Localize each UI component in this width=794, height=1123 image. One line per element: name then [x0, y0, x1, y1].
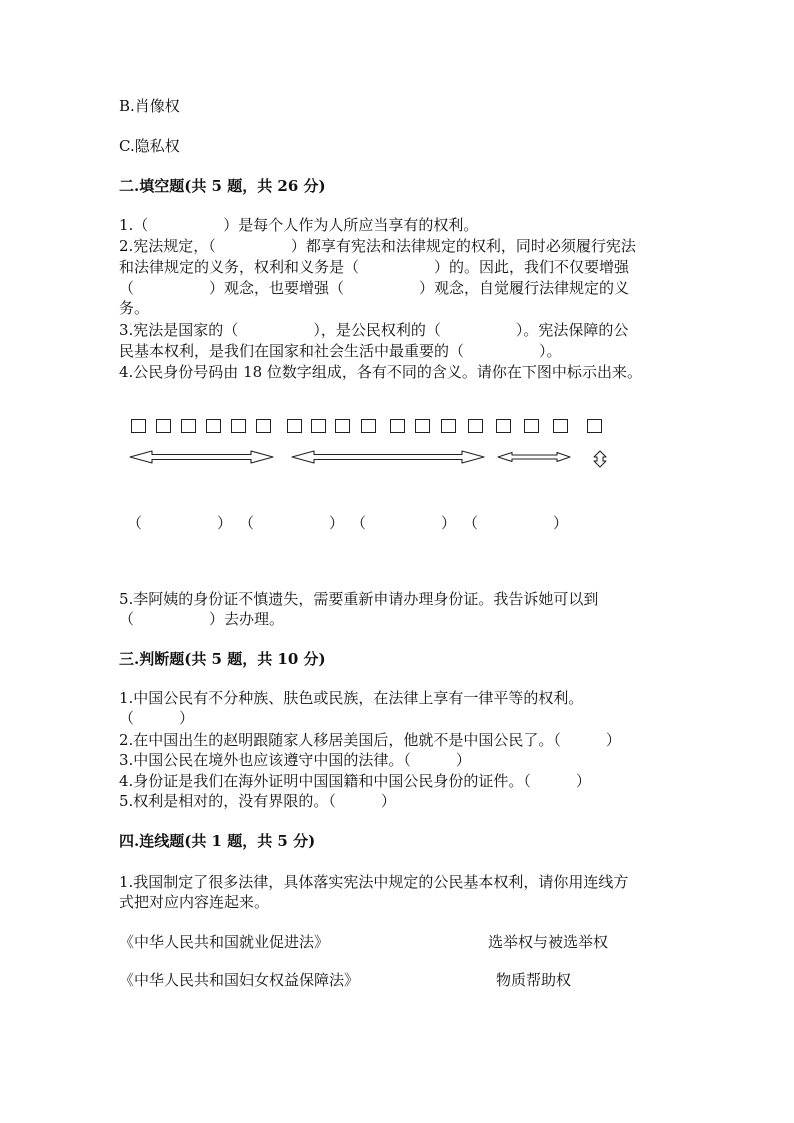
s2-question-4: 4.公民身份号码由 18 位数字组成，各有不同的含义。请你在下图中标示出来。 — [119, 363, 642, 381]
s2-question-2-line-2: 和法律规定的义务，权利和义务是（ ）的。因此，我们不仅要增强 — [119, 258, 630, 276]
blank-birthdate[interactable]: （ ） — [239, 514, 345, 532]
digit-box — [156, 419, 171, 433]
option-b: B.肖像权 — [119, 97, 180, 115]
section-2-title: 二.填空题(共 5 题，共 26 分) — [119, 177, 326, 195]
law-item-2: 《中华人民共和国妇女权益保障法》 — [119, 971, 360, 989]
section-3-title: 三.判断题(共 5 题，共 10 分) — [119, 650, 326, 668]
digit-box — [587, 419, 602, 433]
double-arrow-icon — [130, 451, 273, 463]
s3-question-4: 4.身份证是我们在海外证明中国国籍和中国公民身份的证件。（ ） — [119, 772, 591, 790]
s3-question-2: 2.在中国出生的赵明跟随家人移居美国后，他就不是中国公民了。（ ） — [119, 731, 621, 749]
digit-box — [496, 419, 511, 433]
section-4-title: 四.连线题(共 1 题，共 5 分) — [119, 832, 316, 850]
s2-question-3-line-1: 3.宪法是国家的（ ），是公民权利的（ ）。宪法保障的公 — [119, 321, 629, 339]
up-down-arrow-icon — [594, 451, 606, 467]
digit-box — [390, 419, 405, 433]
digit-box — [131, 419, 146, 433]
right-item-2: 物质帮助权 — [496, 971, 572, 989]
digit-box — [361, 419, 376, 433]
s4-question-1-line-2: 式把对应内容连起来。 — [119, 893, 270, 911]
s2-question-1: 1.（ ）是每个人作为人所应当享有的权利。 — [119, 216, 479, 234]
s2-question-5-line-2: （ ）去办理。 — [119, 610, 285, 628]
double-arrow-icon — [292, 451, 484, 463]
digit-box — [206, 419, 221, 433]
s2-question-5-line-1: 5.李阿姨的身份证不慎遗失，需要重新申请办理身份证。我告诉她可以到 — [119, 590, 599, 608]
s3-question-5: 5.权利是相对的，没有界限的。（ ） — [119, 792, 396, 810]
s2-question-2-line-1: 2.宪法规定，（ ）都享有宪法和法律规定的权利，同时必须履行宪法 — [119, 237, 636, 255]
digit-box — [415, 419, 430, 433]
s2-question-3-line-2: 民基本权利，是我们在国家和社会生活中最重要的（ ）。 — [119, 342, 562, 360]
option-c: C.隐私权 — [119, 137, 180, 155]
digit-box — [524, 419, 539, 433]
s3-question-1-line-1: 1.中国公民有不分种族、肤色或民族，在法律上享有一律平等的权利。 — [119, 689, 584, 707]
s3-question-1-line-2: （ ） — [119, 709, 195, 727]
s2-question-2-line-4: 务。 — [119, 299, 150, 317]
digit-box — [181, 419, 196, 433]
digit-box — [287, 419, 302, 433]
right-item-1: 选举权与被选举权 — [488, 933, 609, 951]
double-arrow-icon — [498, 453, 570, 462]
digit-box — [553, 419, 568, 433]
law-item-1: 《中华人民共和国就业促进法》 — [119, 933, 330, 951]
s4-question-1-line-1: 1.我国制定了很多法律，具体落实宪法中规定的公民基本权利，请你用连线方 — [119, 873, 629, 891]
digit-box — [468, 419, 483, 433]
blank-check-digit[interactable]: （ ） — [463, 514, 569, 532]
digit-box — [441, 419, 456, 433]
s3-question-3: 3.中国公民在境外也应该遵守中国的法律。（ ） — [119, 751, 471, 769]
digit-box — [256, 419, 271, 433]
digit-box — [335, 419, 350, 433]
blank-region[interactable]: （ ） — [127, 514, 233, 532]
blank-sequence[interactable]: （ ） — [351, 514, 457, 532]
id-section-arrows — [120, 450, 620, 470]
digit-box — [311, 419, 326, 433]
s2-question-2-line-3: （ ）观念，也要增强（ ）观念，自觉履行法律规定的义 — [119, 279, 630, 297]
digit-box — [231, 419, 246, 433]
